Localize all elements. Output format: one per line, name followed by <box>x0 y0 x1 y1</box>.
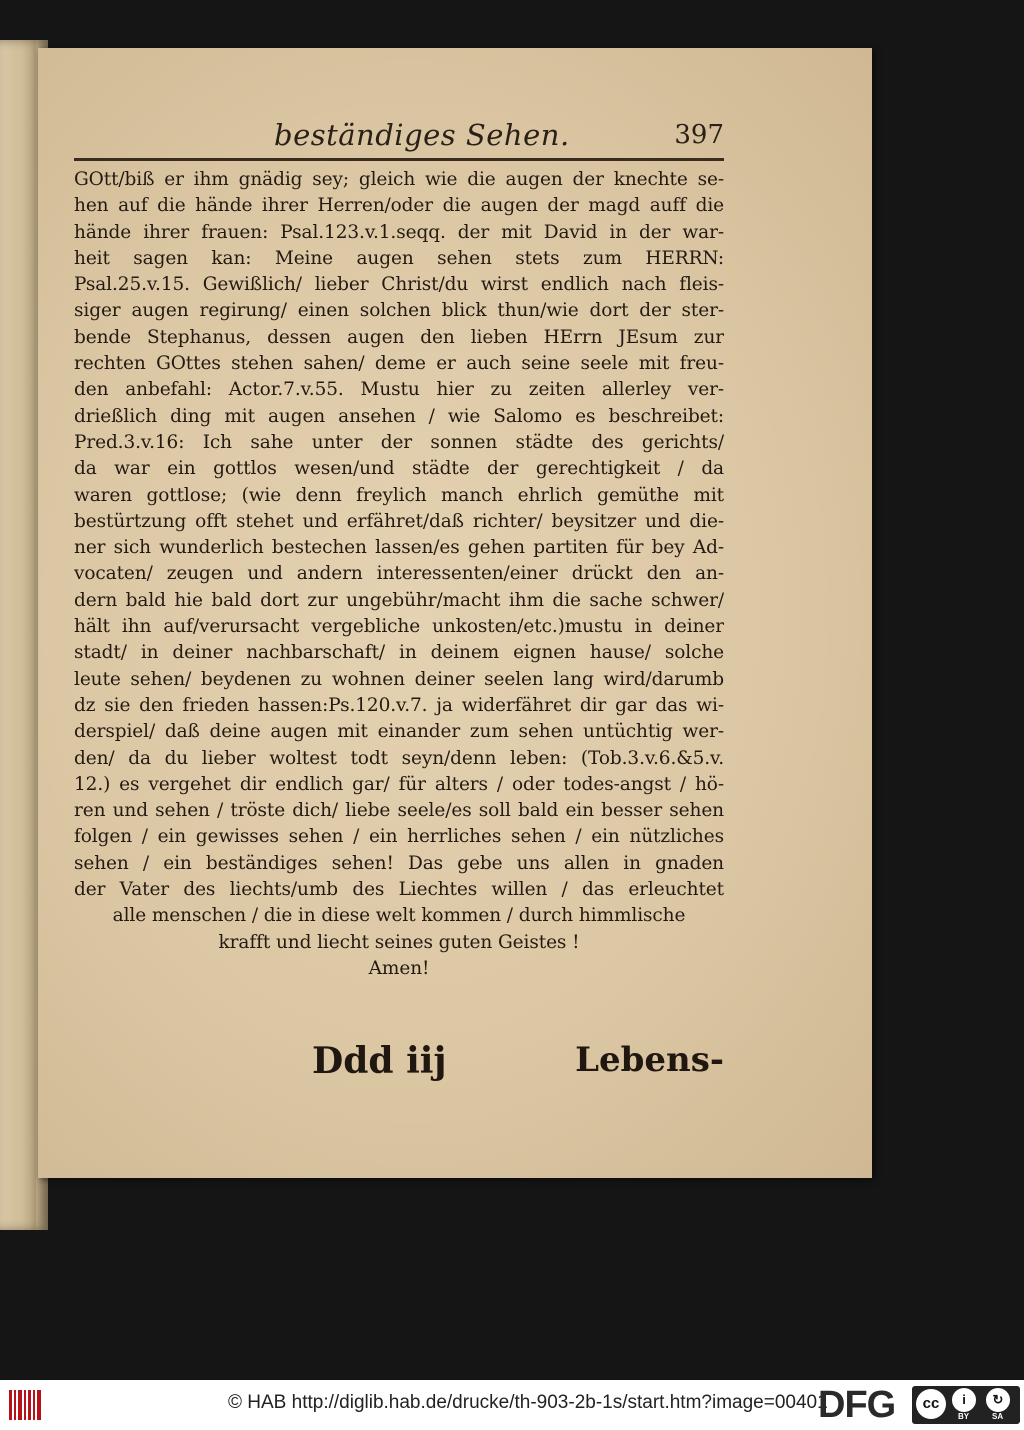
cc-icon: cc <box>916 1389 946 1419</box>
text-line: waren gottlose; (wie denn freylich manch ehrlich gemüthe mit <box>74 484 724 506</box>
text-line: sehen / ein beständiges sehen! Das gebe uns allen in gnaden <box>74 852 724 874</box>
text-line: Pred.3.v.16: Ich sahe unter der sonnen städte des gerichts/ <box>74 431 724 453</box>
running-head: beständiges Sehen. <box>274 118 570 152</box>
text-line: hen auf die hände ihrer Herren/oder die augen der magd auff die <box>74 195 724 217</box>
by-label: BY <box>958 1412 970 1421</box>
text-line: 12.) es vergehet dir endlich gar/ für alters / oder todes-angst / hö- <box>74 773 724 795</box>
text-line: dern bald hie bald dort zur ungebühr/macht ihm die sache schwer/ <box>74 589 724 611</box>
text-line: krafft und liecht seines guten Geistes ! <box>218 931 580 953</box>
text-line: ren und sehen / tröste dich/ liebe seele/es soll bald ein besser sehen <box>74 800 724 822</box>
sa-label: SA <box>992 1412 1004 1421</box>
text-line: dz sie den frieden hassen:Ps.120.v.7. ja widerfähret dir gar das wi- <box>74 694 724 716</box>
text-line: derspiel/ daß deine augen mit einander zum sehen untüchtig wer- <box>74 721 724 743</box>
text-line: siger augen regirung/ einen solchen blick thun/wie dort der ster- <box>74 300 724 322</box>
text-line: stadt/ in deiner nachbarschaft/ in deinem eignen hause/ solche <box>74 642 724 664</box>
dfg-logo: DFG <box>818 1384 896 1426</box>
text-line: der Vater des liechts/umb des Liechtes willen / das erleuchtet <box>74 879 724 901</box>
text-line: rechten GOttes stehen sahen/ deme er auch seine seele mit freu- <box>74 353 724 375</box>
page-content <box>74 114 724 1083</box>
attribution-icon: i <box>952 1388 976 1412</box>
text-line: bende Stephanus, dessen augen den lieben HErrn JEsum zur <box>74 326 724 348</box>
text-line: GOtt/biß er ihm gnädig sey; gleich wie die augen der knechte se- <box>74 169 724 190</box>
page-gutter-shadow <box>22 40 36 1230</box>
text-line: ner sich wunderlich bestechen lassen/es gehen partiten für bey Ad- <box>74 537 724 559</box>
text-line: Psal.25.v.15. Gewißlich/ lieber Christ/du wirst endlich nach fleis- <box>74 274 724 296</box>
text-line: drießlich ding mit augen ansehen / wie Salomo es beschreibet: <box>74 405 724 427</box>
catchline <box>74 1040 724 1083</box>
text-line: alle menschen / die in diese welt kommen / durch himmlische <box>112 905 686 927</box>
book-page <box>38 48 872 1178</box>
text-line: leute sehen/ beydenen zu wohnen deiner seelen lang wird/darumb <box>74 668 724 690</box>
barcode-icon <box>8 1388 42 1422</box>
body-text <box>74 167 724 982</box>
catchword: Lebens- <box>575 1040 724 1081</box>
text-line: hält ihn auf/verursacht vergebliche unkosten/etc.)mustu in deiner <box>74 616 724 638</box>
closing-line: Amen! <box>368 957 430 979</box>
text-line: folgen / ein gewisses sehen / ein herrliches sehen / ein nützliches <box>74 826 724 848</box>
share-alike-icon: ↻ <box>986 1388 1010 1412</box>
cc-license-badge[interactable] <box>912 1386 1020 1424</box>
page-number: 397 <box>674 120 724 150</box>
text-line: da war ein gottlos wesen/und städte der gerechtigkeit / da <box>74 458 724 480</box>
text-line: hände ihrer frauen: Psal.123.v.1.seqq. der mit David in der war- <box>74 221 724 243</box>
text-line: den anbefahl: Actor.7.v.55. Mustu hier zu zeiten allerley ver- <box>74 379 724 401</box>
source-link[interactable]: © HAB http://diglib.hab.de/drucke/th-903-2b-1s/start.htm?image=00401 <box>228 1392 828 1413</box>
page-header <box>74 114 724 161</box>
footer-bar <box>0 1380 1024 1430</box>
signature-mark: Ddd iij <box>312 1040 447 1083</box>
text-line: bestürtzung offt stehet und erfähret/daß richter/ beysitzer und die- <box>74 510 724 532</box>
text-line: heit sagen kan: Meine augen sehen stets zum HERRN: <box>74 247 724 269</box>
text-line: den/ da du lieber woltest todt seyn/denn leben: (Tob.3.v.6.&5.v. <box>74 747 724 769</box>
text-line: vocaten/ zeugen und andern interessenten/einer drückt den an- <box>74 563 724 585</box>
